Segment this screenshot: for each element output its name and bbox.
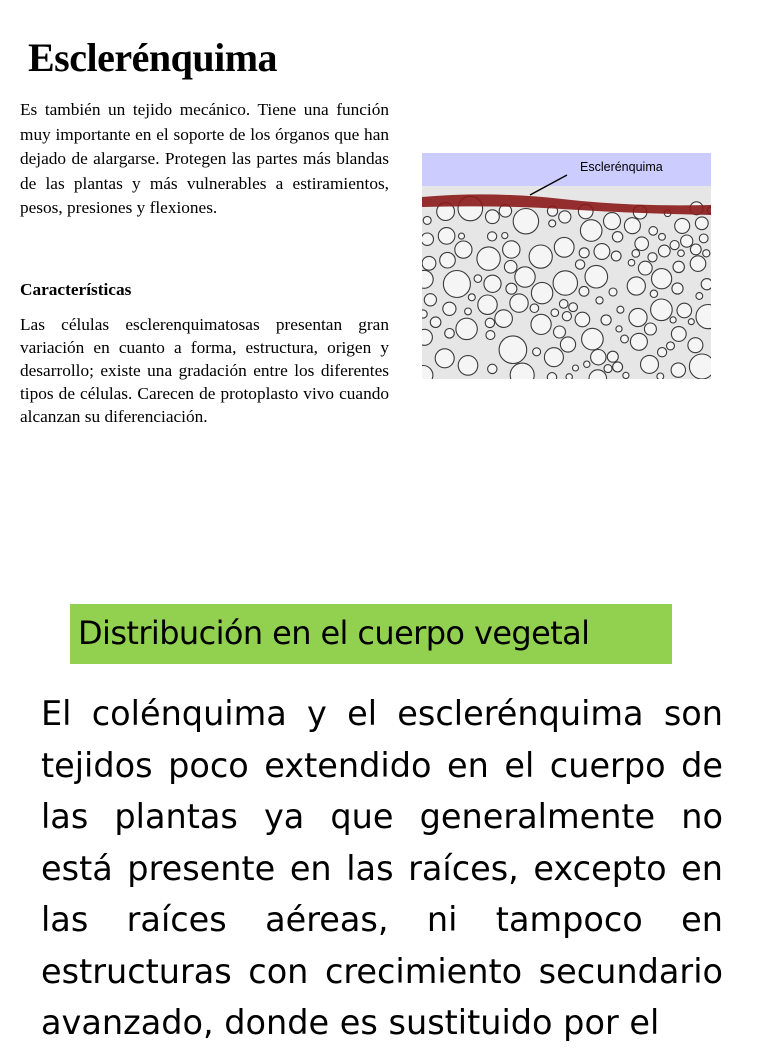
plant-cell xyxy=(503,241,520,258)
plant-cell xyxy=(604,365,612,373)
plant-cell xyxy=(688,338,703,353)
plant-cell xyxy=(658,348,667,357)
plant-cell xyxy=(671,327,686,342)
plant-cell xyxy=(596,297,603,304)
plant-cell xyxy=(533,348,541,356)
plant-cell xyxy=(435,349,454,368)
plant-cell xyxy=(562,312,571,321)
plant-cell xyxy=(579,286,589,296)
plant-cell xyxy=(617,306,624,313)
plant-cell xyxy=(678,250,685,257)
plant-cell xyxy=(560,337,575,352)
plant-cell xyxy=(651,299,673,321)
intro-paragraph: Es también un tejido mecánico. Tiene una función muy importante en el soporte de los órganos que han dejado de alargarse. Protegen las partes más blandas de las plantas y más vulnerables a estiramientos, pesos, presiones y flexiones. xyxy=(20,100,389,218)
plant-cell xyxy=(547,373,556,379)
plant-cell xyxy=(649,227,658,236)
plant-cell xyxy=(485,318,494,327)
plant-cell xyxy=(658,245,670,257)
plant-cell xyxy=(611,251,621,261)
plant-cell xyxy=(422,233,434,245)
plant-cell xyxy=(579,248,589,258)
plant-cell xyxy=(677,303,692,318)
plant-cell xyxy=(670,241,679,250)
distribution-paragraph: El colénquima y el esclerénquima son tejidos poco extendido en el cuerpo de las plantas ya que generalmente no está presente en las raíces, excepto en las raíces aéreas, ni tampoco en estructuras con crecimiento secundario avanzado, donde es sustituido por el xyxy=(41,694,723,1042)
plant-cell xyxy=(440,252,456,268)
sclerenchyma-micrograph xyxy=(422,153,711,379)
plant-cell xyxy=(477,247,500,270)
plant-cell xyxy=(644,323,656,335)
plant-cell xyxy=(630,333,647,350)
plant-cell xyxy=(573,365,579,371)
plant-cell xyxy=(657,373,664,379)
plant-cell xyxy=(504,261,517,274)
plant-cell xyxy=(632,250,640,258)
distribution-banner xyxy=(70,604,672,664)
plant-cell xyxy=(468,294,475,301)
label-strip xyxy=(422,153,711,186)
plant-cell xyxy=(459,233,465,239)
plant-cell xyxy=(544,348,563,367)
plant-cell xyxy=(551,309,559,317)
plant-cell xyxy=(484,275,501,292)
plant-cell xyxy=(486,210,500,224)
plant-cell xyxy=(638,261,652,275)
plant-cell xyxy=(580,220,602,242)
plant-cell xyxy=(659,233,666,240)
plant-cell xyxy=(681,235,693,247)
plant-cell xyxy=(443,271,470,298)
plant-cell xyxy=(613,362,623,372)
plant-cell xyxy=(510,294,528,312)
plant-cell xyxy=(695,217,708,230)
plant-cell xyxy=(502,233,508,239)
plant-cell xyxy=(422,256,436,270)
plant-cell xyxy=(671,363,685,377)
plant-cell xyxy=(531,314,551,334)
plant-cell xyxy=(624,218,640,234)
plant-cell xyxy=(513,209,538,234)
plant-cell xyxy=(559,211,571,223)
plant-cell xyxy=(458,356,478,376)
plant-cell xyxy=(553,271,577,295)
plant-cell xyxy=(478,295,497,314)
plant-cell xyxy=(670,317,676,323)
plant-cell xyxy=(703,250,710,257)
page-title: Esclerénquima xyxy=(28,35,278,80)
plant-cell xyxy=(667,342,675,350)
plant-cell xyxy=(594,244,610,260)
plant-cell xyxy=(601,315,611,325)
plant-cell xyxy=(506,283,517,294)
plant-cell xyxy=(635,237,649,251)
plant-cell xyxy=(585,265,608,288)
plant-cell xyxy=(445,329,455,339)
plant-cell xyxy=(554,326,566,338)
plant-cell xyxy=(443,302,456,315)
plant-cell xyxy=(554,237,574,257)
plant-cell xyxy=(422,329,432,345)
plant-cell xyxy=(566,374,572,379)
plant-cell xyxy=(559,300,568,309)
plant-cell xyxy=(575,312,590,327)
plant-cell xyxy=(652,269,672,289)
plant-cell xyxy=(438,228,455,245)
plant-cell xyxy=(609,288,617,296)
plant-cell xyxy=(486,331,495,340)
plant-cell xyxy=(675,218,690,233)
plant-cell xyxy=(701,279,711,290)
plant-cell xyxy=(648,253,657,262)
plant-cell xyxy=(628,259,635,266)
distribution-heading: Distribución en el cuerpo vegetal xyxy=(78,614,590,652)
figure-label: Esclerénquima xyxy=(580,160,663,174)
plant-cell xyxy=(474,275,482,283)
plant-cell xyxy=(641,355,659,373)
plant-cell xyxy=(621,335,629,343)
plant-cell xyxy=(604,213,621,230)
plant-cell xyxy=(549,220,556,227)
plant-cell xyxy=(696,293,703,300)
plant-cell xyxy=(673,261,684,272)
plant-cell xyxy=(430,317,441,328)
plant-cell xyxy=(672,283,683,294)
plant-cell xyxy=(689,354,711,379)
plant-cell xyxy=(455,241,472,258)
plant-cell xyxy=(531,282,552,303)
plant-cell xyxy=(688,319,694,325)
plant-cell xyxy=(424,294,436,306)
plant-cell xyxy=(690,256,706,272)
plant-cell xyxy=(465,308,472,315)
micrograph-svg xyxy=(422,153,711,379)
plant-cell xyxy=(569,303,578,312)
plant-cell xyxy=(423,216,431,224)
plant-cell xyxy=(422,310,427,318)
plant-cell xyxy=(627,277,645,295)
plant-cell xyxy=(456,318,477,339)
plant-cell xyxy=(488,364,497,373)
plant-cell xyxy=(515,267,535,287)
plant-cell xyxy=(650,290,657,297)
plant-cell xyxy=(629,308,647,326)
plant-cell xyxy=(699,234,708,243)
plant-cell xyxy=(499,336,527,364)
characteristics-heading: Características xyxy=(20,280,132,299)
plant-cell xyxy=(623,372,629,378)
plant-cell xyxy=(612,232,622,242)
plant-cell xyxy=(582,328,604,350)
plant-cell xyxy=(575,260,584,269)
plant-cell xyxy=(616,326,622,332)
characteristics-paragraph: Las células esclerenquimatosas presentan gran variación en cuanto a forma, estructura, origen y desarrollo; existe una gradación entre los diferentes tipos de células. Carecen de protoplasto vivo cuando alcanzan su diferenciación. xyxy=(20,315,389,426)
plant-cell xyxy=(591,350,606,365)
plant-cell xyxy=(529,245,552,268)
plant-cell xyxy=(690,244,701,255)
plant-cell xyxy=(488,232,497,241)
plant-cell xyxy=(495,310,513,328)
plant-cell xyxy=(530,304,539,313)
plant-cell xyxy=(607,351,618,362)
plant-cell xyxy=(584,361,590,367)
